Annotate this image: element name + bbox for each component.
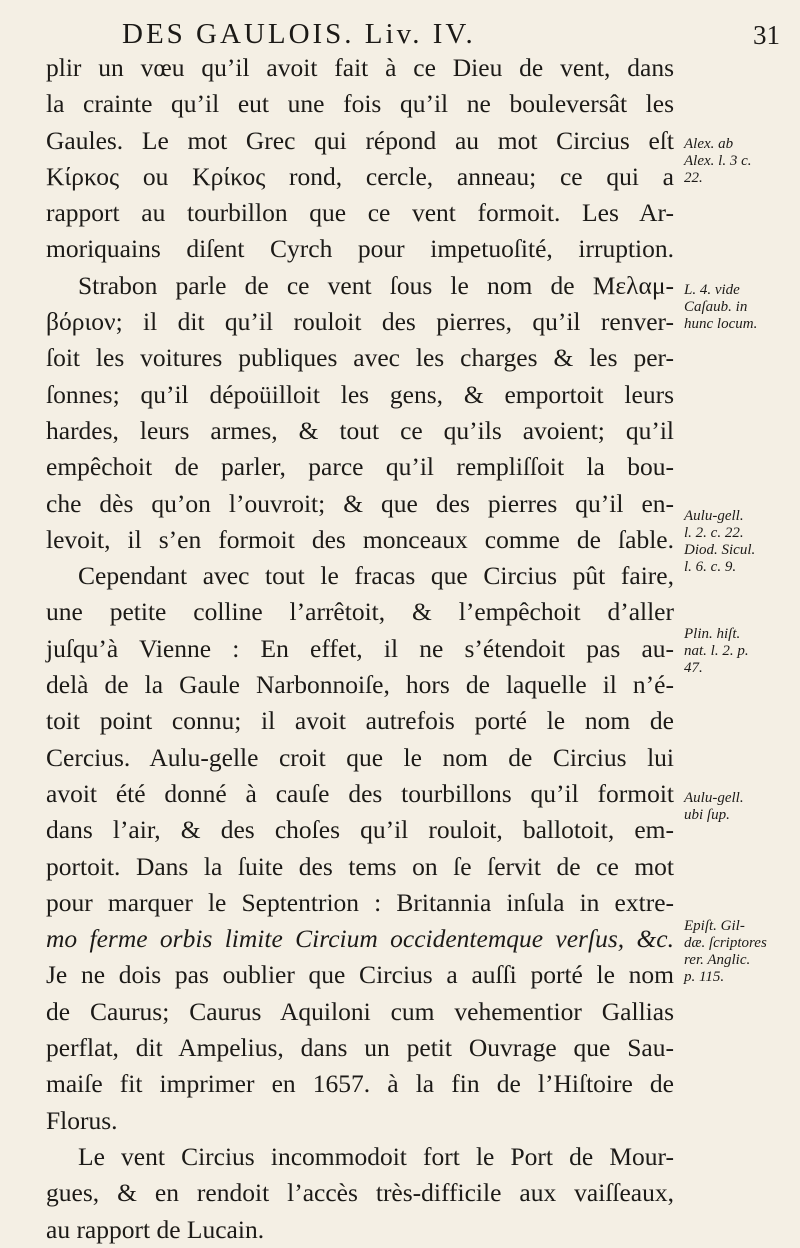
margin-note	[684, 508, 796, 576]
margin-note-line: Caſaub. in	[684, 299, 748, 315]
text-line: pour marquer le Septentrion : Britannia inſula in extre-	[46, 887, 674, 917]
margin-note-line: Diod. Sicul.	[684, 542, 756, 558]
text-line: dans l’air, & des choſes qu’il rouloit, ballotoit, em-	[46, 815, 674, 845]
text-line: une petite colline l’arrêtoit, & l’empêchoit d’aller	[46, 597, 674, 627]
margin-note-line: rer. Anglic.	[684, 952, 751, 968]
text-line: toit point connu; il avoit autrefois porté le nom de	[46, 706, 674, 736]
margin-note-line: 22.	[684, 170, 703, 186]
margin-note	[684, 626, 796, 677]
text-line: juſqu’à Vienne : En effet, il ne s’étendoit pas au-	[46, 633, 674, 663]
margin-note-line: Epiſt. Gil-	[684, 918, 745, 934]
text-line: mo ferme orbis limite Circium occidentemque verſus, &c.	[46, 924, 674, 954]
text-line: gues, & en rendoit l’accès très-difficile aux vaiſſeaux,	[46, 1178, 674, 1208]
margin-note-line: l. 2. c. 22.	[684, 525, 744, 541]
text-line: la crainte qu’il eut une fois qu’il ne bouleversât les	[46, 89, 674, 119]
text-line: delà de la Gaule Narbonnoiſe, hors de laquelle il n’é-	[46, 670, 674, 700]
margin-note-line: L. 4. vide	[684, 282, 740, 298]
text-line: Κίρκος ou Κρίκος rond, cercle, anneau; ce qui a	[46, 161, 674, 191]
text-line: levoit, il s’en formoit des monceaux comme de ſable.	[46, 524, 674, 554]
text-line: Le vent Circius incommodoit fort le Port de Mour-	[78, 1141, 674, 1171]
margin-note-line: p. 115.	[684, 969, 725, 985]
margin-note-line: Aulu-gell.	[684, 508, 744, 524]
text-line: empêchoit de parler, parce qu’il rempliſſoit la bou-	[46, 452, 674, 482]
text-line: che dès qu’on l’ouvroit; & que des pierres qu’il en-	[46, 488, 674, 518]
margin-note-line: nat. l. 2. p.	[684, 643, 749, 659]
text-line: Gaules. Le mot Grec qui répond au mot Circius eſt	[46, 125, 674, 155]
text-line: moriquains diſent Cyrch pour impetuoſité, irruption.	[46, 234, 674, 264]
text-line: de Caurus; Caurus Aquiloni cum vehementior Gallias	[46, 996, 674, 1026]
margin-note-line: l. 6. c. 9.	[684, 559, 737, 575]
text-line: avoit été donné à cauſe des tourbillons qu’il formoit	[46, 778, 674, 808]
margin-note	[684, 282, 796, 333]
margin-note-line: dæ. ſcriptores	[684, 935, 767, 951]
text-line: Strabon parle de ce vent ſous le nom de Μελαμ-	[78, 270, 674, 300]
page-number: 31	[753, 20, 780, 50]
main-text	[46, 50, 674, 1248]
text-line: βόριον; il dit qu’il rouloit des pierres, qu’il renver-	[46, 307, 674, 337]
text-line: maiſe fit imprimer en 1657. à la fin de l’Hiſtoire de	[46, 1069, 674, 1099]
margin-note	[684, 136, 796, 187]
margin-note-line: Plin. hiſt.	[684, 626, 741, 642]
margin-note	[684, 918, 796, 986]
margin-note-line: Aulu-gell.	[684, 790, 744, 806]
margin-note	[684, 790, 796, 824]
text-line: Cercius. Aulu-gelle croit que le nom de Circius lui	[46, 742, 674, 772]
text-line: plir un vœu qu’il avoit fait à ce Dieu de vent, dans	[46, 53, 674, 82]
text-line: ſonnes; qu’il dépoüilloit les gens, & emportoit leurs	[46, 379, 674, 409]
text-line: Je ne dois pas oublier que Circius a auſſi porté le nom	[46, 960, 674, 990]
running-head: DES GAULOIS. Liv. IV.	[122, 18, 476, 50]
text-line: perflat, dit Ampelius, dans un petit Ouvrage que Sau-	[46, 1033, 674, 1063]
margin-note-line: Alex. l. 3 c.	[684, 153, 752, 169]
page-header	[90, 12, 780, 52]
text-line: hardes, leurs armes, & tout ce qu’ils avoient; qu’il	[46, 415, 674, 445]
text-line: rapport au tourbillon que ce vent formoit. Les Ar-	[46, 198, 674, 228]
margin-note-line: 47.	[684, 660, 703, 676]
margin-note-line: hunc locum.	[684, 316, 758, 332]
margin-note-line: Alex. ab	[684, 136, 734, 152]
text-line: Cependant avec tout le fracas que Circius pût faire,	[78, 561, 674, 591]
text-line: ſoit les voitures publiques avec les charges & les per-	[46, 343, 674, 373]
text-line: portoit. Dans la ſuite des tems on ſe ſervit de ce mot	[46, 851, 674, 881]
text-line: Florus.	[46, 1105, 118, 1135]
margin-note-line: ubi ſup.	[684, 807, 730, 823]
text-line: au rapport de Lucain.	[46, 1214, 265, 1244]
